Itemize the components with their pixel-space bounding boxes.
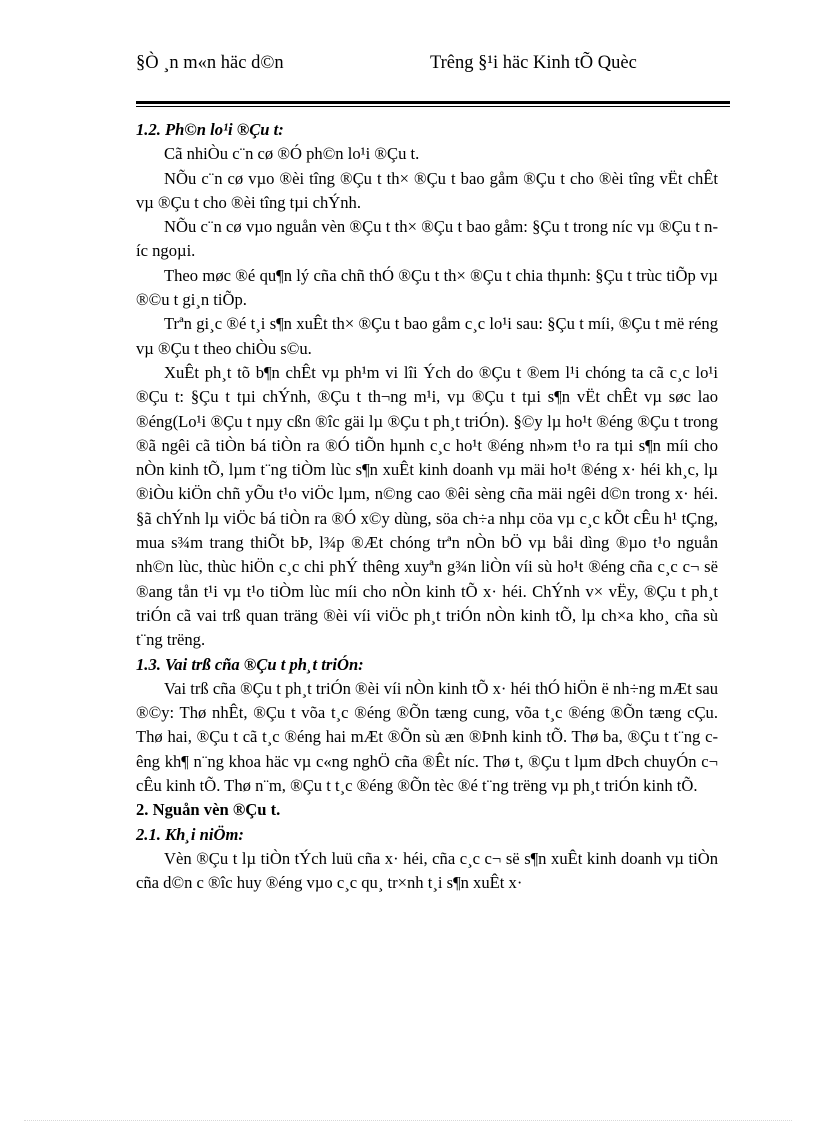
body-paragraph: NÕu c¨n cø vµo ®èi tîng ®Çu t th× ®Çu t bao gåm ®Çu t cho ®èi tîng vËt chÊt vµ ®Çu t cho ®èi tîng tµi chÝnh. — [136, 168, 718, 212]
body-paragraph: XuÊt ph¸t tõ b¶n chÊt vµ ph¹m vi lîi Ých do ®Çu t ®em l¹i chóng ta cã c¸c lo¹i ®Çu t: §Çu t tµi chÝnh, ®Çu t th¬ng m¹i, vµ ®Çu t tµi s¶n vËt chÊt vµ søc lao ®éng(Lo¹i ®Çu t nµy cßn ®îc gäi lµ ®Çu t ph¸t triÓn). §©y lµ ho¹t ®éng ®Çu t trong ®ã ngêi cã tiÒn bá tiÒn ra ®Ó tiÕn hµnh c¸c ho¹t ®éng nh»m t¹o ra tµi s¶n míi cho nÒn kinh tÕ, lµm t¨ng tiÒm lùc s¶n xuÊt kinh doanh vµ mäi ho¹t ®éng x· héi kh¸c, lµ ®iÒu kiÖn chñ yÕu t¹o viÖc lµm, n©ng cao ®êi sèng cña mäi ngêi d©n trong x· héi. §ã chÝnh lµ viÖc bá tiÒn ra ®Ó x©y dùng, söa ch÷a nhµ cöa vµ c¸c kÕt cÊu h¹ tÇng, mua s¾m trang thiÕt bÞ, l¾p ®Æt chóng trªn nÒn bÖ vµ båi dìng ®µo t¹o nguån nh©n lùc, thùc hiÖn c¸c chi phÝ thêng xuyªn g¾n liÒn víi sù ho¹t ®éng cña c¸c c¬ së ®ang tån t¹i vµ t¹o tiÒm lùc míi cho nÒn kinh tÕ x· héi. ChÝnh v× vËy, ®Çu t ph¸t triÓn cã vai trß quan träng ®èi víi viÖc ph¸t triÓn nÒn kinh tÕ, lµ ch×a kho¸ cña sù t¨ng trëng. — [136, 362, 718, 650]
page-bottom-edge — [24, 1120, 792, 1121]
header-course-title: §Ò ¸n m«n häc d©n — [136, 53, 284, 73]
body-paragraph: NÕu c¨n cø vµo nguån vèn ®Çu t th× ®Çu t bao gåm: §Çu t trong níc vµ ®Çu t níc ngoµi. — [136, 217, 718, 261]
document-body — [136, 118, 718, 896]
header-university-name: Trêng §¹i häc Kinh tÕ Quèc — [430, 53, 637, 73]
header-rule-thin — [136, 106, 730, 107]
section-heading-1-2: 1.2. Ph©n lo¹i ®Çu t: — [136, 120, 284, 139]
section-heading-2-1: 2.1. Kh¸i niÖm: — [136, 824, 244, 844]
header-rule-thick — [136, 101, 730, 104]
section-heading-2: 2. Nguån vèn ®Çu t. — [136, 800, 281, 820]
body-paragraph: Vai trß cña ®Çu t ph¸t triÓn ®èi víi nÒn kinh tÕ x· héi thÓ hiÖn ë nh÷ng mÆt sau ®©y: Thø nhÊt, ®Çu t võa t¸c ®éng ®Õn tæng cung, võa t¸c ®éng ®Õn tæng cÇu. Thø hai, ®Çu t cã t¸c ®éng hai mÆt ®Õn sù æn ®Þnh kinh tÕ. Thø ba, ®Çu t t¨ng cêng kh¶ n¨ng khoa häc vµ c«ng nghÖ cña ®Êt níc. Thø t, ®Çu t lµm dÞch chuyÓn c¬ cÊu kinh tÕ. Thø n¨m, ®Çu t t¸c ®éng ®Õn tèc ®é t¨ng trëng vµ ph¸t triÓn kinh tÕ. — [136, 678, 718, 796]
body-paragraph: Vèn ®Çu t lµ tiÒn tÝch luü cña x· héi, cña c¸c c¬ së s¶n xuÊt kinh doanh vµ tiÒn cña d©n c ®îc huy ®éng vµo c¸c qu¸ tr×nh t¸i s¶n xuÊt x· — [136, 848, 718, 893]
page-header — [136, 50, 730, 100]
body-paragraph: Cã nhiÒu c¨n cø ®Ó ph©n lo¹i ®Çu t. — [164, 144, 420, 164]
body-paragraph: Theo møc ®é qu¶n lý cña chñ thÓ ®Çu t th× ®Çu t chia thµnh: §Çu t trùc tiÕp vµ ®©u t gi¸n tiÕp. — [136, 265, 718, 310]
body-paragraph: Trªn gi¸c ®é t¸i s¶n xuÊt th× ®Çu t bao gåm c¸c lo¹i sau: §Çu t míi, ®Çu t më réng vµ ®Çu t theo chiÒu s©u. — [136, 314, 718, 358]
section-heading-1-3: 1.3. Vai trß cña ®Çu t ph¸t triÓn: — [136, 654, 364, 674]
